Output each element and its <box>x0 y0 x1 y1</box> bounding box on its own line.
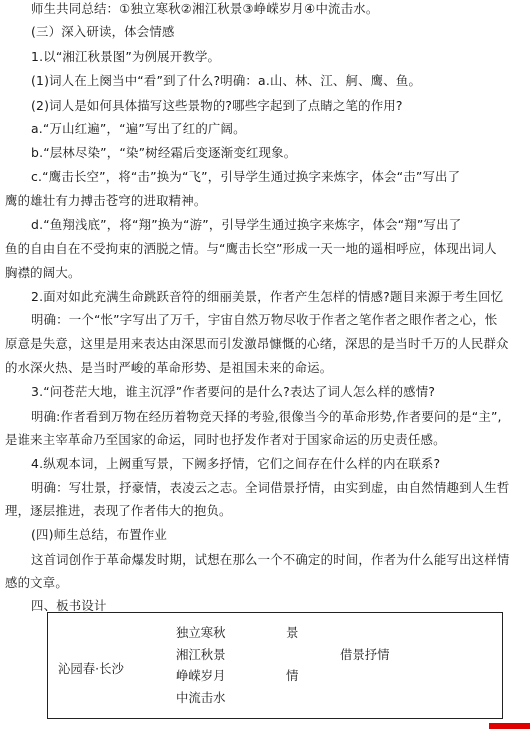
text-line: 理，逐层推进，表现了作者伟大的抱负。 <box>5 503 232 518</box>
board-title: 沁园春·长沙 <box>58 661 124 676</box>
text-line: d.“鱼翔浅底”，将“翔”换为“游”，引导学生通过换字来炼字，体会“翔”写出了 <box>31 217 462 232</box>
text-line: 是谁来主宰革命乃至国家的命运，同时也抒发作者对于国家命运的历史责任感。 <box>5 432 446 447</box>
board-item: 独立寒秋 <box>176 625 226 640</box>
text-line: 鹰的雄壮有力搏击苍穹的进取精神。 <box>5 193 207 208</box>
text-line: 这首词创作于革命爆发时期，试想在那么一个不确定的时间，作者为什么能写出这样情 <box>31 552 510 567</box>
text-line: 明确：一个“怅”字写出了万千，宇宙自然万物尽收于作者之笔作者之眼作者之心，怅 <box>31 312 498 327</box>
text-line: 4.纵观本词，上阙重写景，下阙多抒情，它们之间存在什么样的内在联系? <box>31 456 441 471</box>
board-item: 中流击水 <box>176 690 226 705</box>
board-jing: 景 <box>286 625 299 640</box>
text-line: c.“鹰击长空”，将“击”换为“飞”，引导学生通过换字来炼字，体会“击”写出了 <box>31 169 461 184</box>
text-line: 3.“问苍茫大地，谁主沉浮”作者要问的是什么?表达了词人怎么样的感情? <box>31 384 436 399</box>
text-line: b.“层林尽染”，“染”树经霜后变逐渐变红现象。 <box>31 145 297 160</box>
section-heading: (四)师生总结，布置作业 <box>31 527 167 542</box>
board-summary: 借景抒情 <box>340 647 390 662</box>
board-item: 峥嵘岁月 <box>176 668 226 683</box>
text-line: 2.面对如此充满生命跳跃音符的细丽美景，作者产生怎样的情感?题目来源于考生回忆 <box>31 289 504 304</box>
text-line: a.“万山红遍”，“遍”写出了红的广阔。 <box>31 121 246 136</box>
text-line: 的水深火热、是当时严峻的革命形势、是祖国未来的命运。 <box>5 360 333 375</box>
red-corner-mark <box>489 723 530 729</box>
text-line: 师生共同总结：①独立寒秋②湘江秋景③峥嵘岁月④中流击水。 <box>31 1 379 16</box>
text-line: (2)词人是如何具体描写这些景物的?哪些字起到了点睛之笔的作用? <box>31 98 403 113</box>
text-line: 1.以“湘江秋景图”为例展开教学。 <box>31 49 221 64</box>
text-line: 感的文章。 <box>5 575 68 590</box>
blackboard-design-box <box>47 612 503 719</box>
text-line: 胸襟的阔大。 <box>5 265 81 280</box>
text-line: (1)词人在上阕当中“看”到了什么?明确：a.山、林、江、舸、鹰、鱼。 <box>31 73 422 88</box>
text-line: 明确:作者看到万物在经历着物竞天择的考验,很像当今的革命形势,作者要问的是“主”, <box>31 409 502 424</box>
section-heading: 四、板书设计 <box>31 598 107 613</box>
text-line: 原意是失意，这里是用来表达由深思而引发激昂慷慨的心绪，深思的是当时千万的人民群众 <box>5 336 509 351</box>
board-qing: 情 <box>286 668 299 683</box>
text-line: 明确：写壮景，抒豪情，表凌云之志。全词借景抒情，由实到虚，由自然情趣到人生哲 <box>31 480 510 495</box>
text-line: 鱼的自由自在不受拘束的洒脱之情。与“鹰击长空”形成一天一地的遥相呼应，体现出词人 <box>5 241 497 256</box>
board-item: 湘江秋景 <box>176 647 226 662</box>
section-heading: (三）深入研读，体会情感 <box>31 24 175 39</box>
